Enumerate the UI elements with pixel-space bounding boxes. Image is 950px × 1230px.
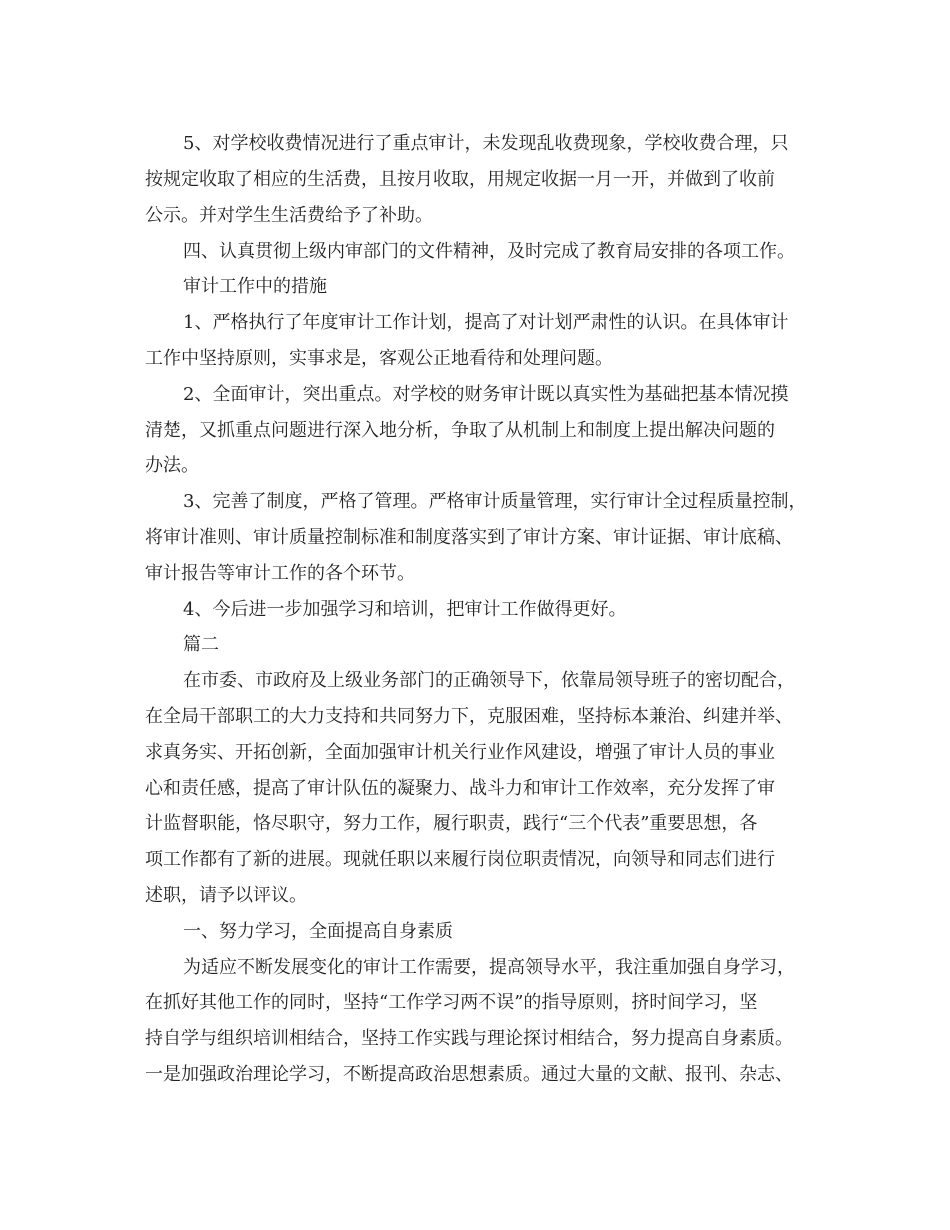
text-line: 3、完善了制度，严格了管理。严格审计质量管理，实行审计全过程质量控制， xyxy=(183,491,807,512)
text-line: 4、今后进一步加强学习和培训，把审计工作做得更好。 xyxy=(183,599,627,620)
text-line: 公示。并对学生生活费给予了补助。 xyxy=(145,205,433,226)
text-line: 在抓好其他工作的同时，坚持“工作学习两不误”的指导原则，挤时间学习，坚 xyxy=(145,992,758,1013)
section-heading: 篇二 xyxy=(183,634,219,655)
text-line: 一是加强政治理论学习，不断提高政治思想素质。通过大量的文献、报刊、杂志、 xyxy=(145,1064,793,1085)
text-line: 持自学与组织培训相结合，坚持工作实践与理论探讨相结合，努力提高自身素质。 xyxy=(145,1028,793,1049)
section-heading: 一、努力学习，全面提高自身素质 xyxy=(183,921,453,942)
text-line: 项工作都有了新的进展。现就任职以来履行岗位职责情况，向领导和同志们进行 xyxy=(145,849,775,870)
text-line: 心和责任感，提高了审计队伍的凝聚力、战斗力和审计工作效率，充分发挥了审 xyxy=(145,778,775,799)
text-line: 1、严格执行了年度审计工作计划，提高了对计划严肃性的认识。在具体审计 xyxy=(183,312,789,333)
text-line: 计监督职能，恪尽职守，努力工作，履行职责，践行“三个代表”重要思想，各 xyxy=(145,813,758,834)
text-line: 述职，请予以评议。 xyxy=(145,885,307,906)
text-line: 审计报告等审计工作的各个环节。 xyxy=(145,563,415,584)
text-line: 在市委、市政府及上级业务部门的正确领导下，依靠局领导班子的密切配合， xyxy=(183,670,795,691)
text-line: 2、全面审计，突出重点。对学校的财务审计既以真实性为基础把基本情况摸 xyxy=(183,384,789,405)
text-line: 5、对学校收费情况进行了重点审计，未发现乱收费现象，学校收费合理，只 xyxy=(183,133,789,154)
text-line: 在全局干部职工的大力支持和共同努力下，克服困难，坚持标本兼治、纠建并举、 xyxy=(145,706,793,727)
text-line: 将审计准则、审计质量控制标准和制度落实到了审计方案、审计证据、审计底稿、 xyxy=(145,527,793,548)
section-heading: 审计工作中的措施 xyxy=(183,276,327,297)
text-line: 求真务实、开拓创新，全面加强审计机关行业作风建设，增强了审计人员的事业 xyxy=(145,742,775,763)
text-line: 工作中坚持原则，实事求是，客观公正地看待和处理问题。 xyxy=(145,348,613,369)
text-line: 四、认真贯彻上级内审部门的文件精神，及时完成了教育局安排的各项工作。 xyxy=(183,241,795,262)
text-line: 按规定收取了相应的生活费，且按月收取，用规定收据一月一开，并做到了收前 xyxy=(145,169,775,190)
text-line: 为适应不断发展变化的审计工作需要，提高领导水平，我注重加强自身学习， xyxy=(183,957,795,978)
text-line: 清楚，又抓重点问题进行深入地分析，争取了从机制上和制度上提出解决问题的 xyxy=(145,420,775,441)
text-line: 办法。 xyxy=(145,455,199,476)
